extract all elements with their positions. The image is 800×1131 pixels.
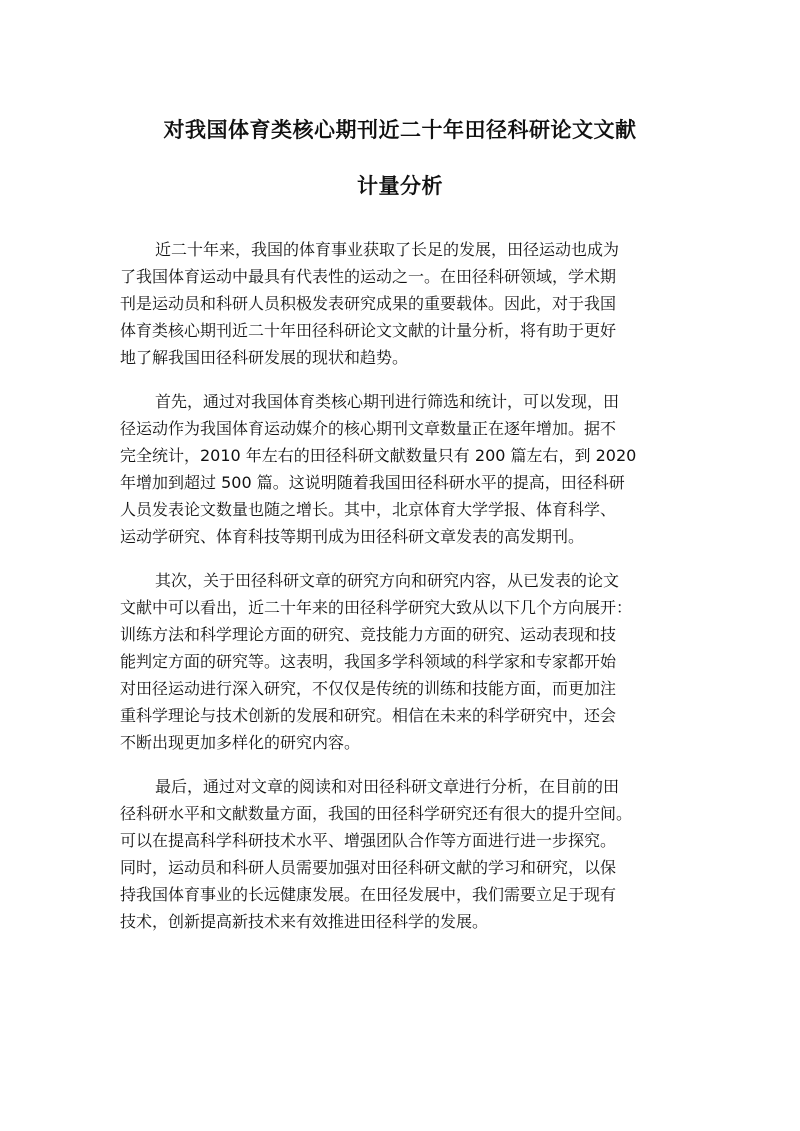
paragraph-line: 地了解我国田径科研发展的现状和趋势。 xyxy=(120,348,409,367)
paragraph-1 xyxy=(120,236,680,371)
paragraph-line: 年增加到超过 500 篇。这说明随着我国田径科研水平的提高，田径科研 xyxy=(120,473,625,492)
paragraph-line: 径科研水平和文献数量方面，我国的田径科学研究还有很大的提升空间。 xyxy=(120,804,633,823)
paragraph-2 xyxy=(120,388,680,550)
paragraph-line: 最后，通过对文章的阅读和对田径科研文章进行分析，在目前的田 xyxy=(155,777,620,796)
paragraph-3 xyxy=(120,567,680,756)
document-body xyxy=(120,236,680,952)
paragraph-line: 刊是运动员和科研人员积极发表研究成果的重要载体。因此，对于我国 xyxy=(120,294,617,313)
paragraph-line: 能判定方面的研究等。这表明，我国多学科领域的科学家和专家都开始 xyxy=(120,652,617,671)
paragraph-line: 对田径运动进行深入研究，不仅仅是传统的训练和技能方面，而更加注 xyxy=(120,679,617,698)
paragraph-line: 运动学研究、体育科技等期刊成为田径科研文章发表的高发期刊。 xyxy=(120,527,585,546)
paragraph-line: 近二十年来，我国的体育事业获取了长足的发展，田径运动也成为 xyxy=(155,240,620,259)
paragraph-line: 完全统计，2010 年左右的田径科研文献数量只有 200 篇左右，到 2020 xyxy=(120,446,637,465)
paragraph-line: 了我国体育运动中最具有代表性的运动之一。在田径科研领域，学术期 xyxy=(120,267,617,286)
paragraph-line: 可以在提高科学科研技术水平、增强团队合作等方面进行进一步探究。 xyxy=(120,831,617,850)
paragraph-line: 技术，创新提高新技术来有效推进田径科学的发展。 xyxy=(120,912,489,931)
document-title-line-1: 对我国体育类核心期刊近二十年田径科研论文文献 xyxy=(163,118,637,142)
paragraph-line: 不断出现更加多样化的研究内容。 xyxy=(120,733,361,752)
paragraph-line: 重科学理论与技术创新的发展和研究。相信在未来的科学研究中，还会 xyxy=(120,706,617,725)
paragraph-line: 径运动作为我国体育运动媒介的核心期刊文章数量正在逐年增加。据不 xyxy=(120,419,617,438)
document-title-line-2: 计量分析 xyxy=(357,174,443,198)
paragraph-4 xyxy=(120,773,680,935)
paragraph-line: 人员发表论文数量也随之增长。其中，北京体育大学学报、体育科学、 xyxy=(120,500,617,519)
paragraph-line: 训练方法和科学理论方面的研究、竞技能力方面的研究、运动表现和技 xyxy=(120,625,617,644)
paragraph-line: 首先，通过对我国体育类核心期刊进行筛选和统计，可以发现，田 xyxy=(155,392,620,411)
paragraph-line: 持我国体育事业的长远健康发展。在田径发展中，我们需要立足于现有 xyxy=(120,885,617,904)
paragraph-line: 体育类核心期刊近二十年田径科研论文文献的计量分析，将有助于更好 xyxy=(120,321,617,340)
paragraph-line: 同时，运动员和科研人员需要加强对田径科研文献的学习和研究，以保 xyxy=(120,858,617,877)
paragraph-line: 其次，关于田径科研文章的研究方向和研究内容，从已发表的论文 xyxy=(155,571,620,590)
paragraph-line: 文献中可以看出，近二十年来的田径科学研究大致从以下几个方向展开： xyxy=(120,598,633,617)
